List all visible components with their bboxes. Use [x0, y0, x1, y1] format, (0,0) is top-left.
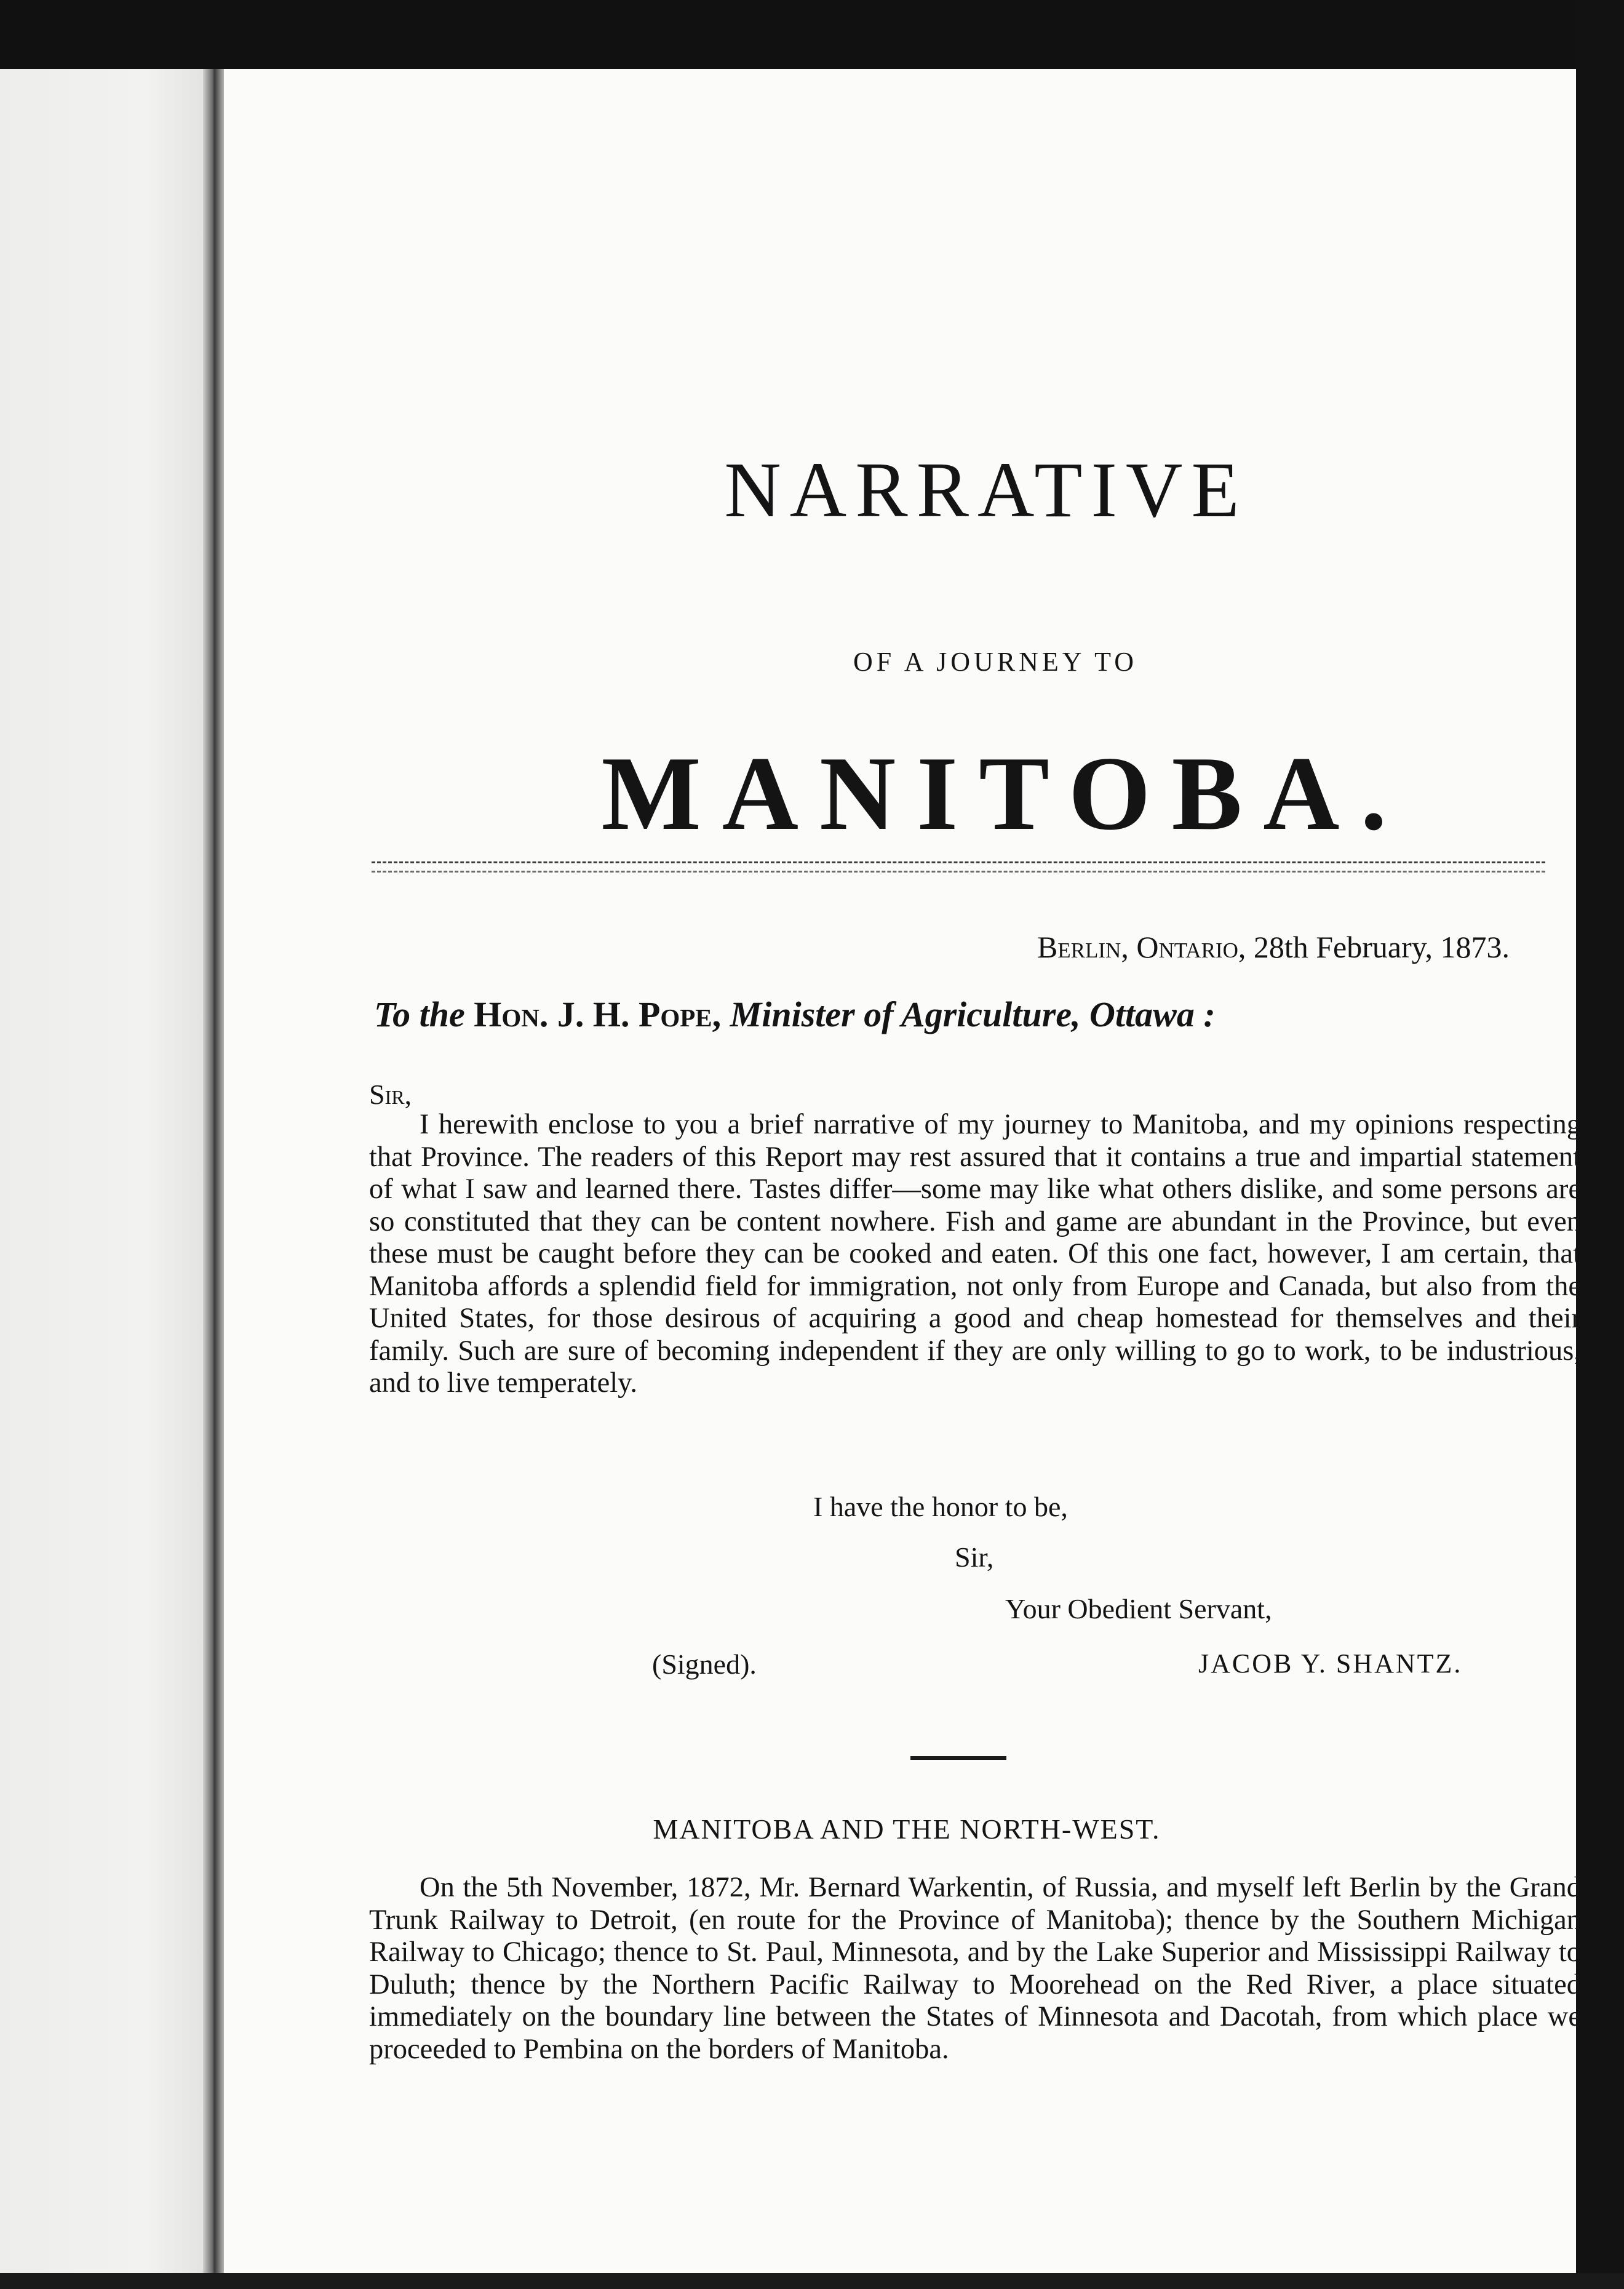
section-divider: [910, 1756, 1006, 1760]
salutation-office: Minister of Agriculture, Ottawa :: [730, 994, 1216, 1034]
section-body: On the 5th November, 1872, Mr. Bernard Warkentin, of Russia, and myself left Berlin by the Grand Trunk Railway to Detroit, (en route for the Province of Manitoba); thence by the Southern Michigan Railway to Chicago; thence to St. Paul, Minnesota, and by the Lake Superior and Mississippi Railway to Duluth; thence by the Northern Pacific Railway to Moorehead on the Red River, a place situated immediately on the boundary line between the States of Minnesota and Dacotah, from which place we proceeded to Pembina on the borders of Manitoba.: [369, 1872, 1581, 2065]
document-page: [224, 69, 1581, 2273]
salutation-name: Hon. J. H. Pope,: [474, 994, 722, 1034]
closing-sir: Sir,: [955, 1541, 994, 1573]
signature: JACOB Y. SHANTZ.: [1198, 1648, 1463, 1679]
signed-note: (Signed).: [652, 1648, 757, 1680]
closing-honor: I have the honor to be,: [813, 1491, 1068, 1522]
facing-page-edge: [0, 69, 209, 2273]
title-divider: [372, 861, 1545, 873]
section-heading: MANITOBA AND THE NORTH-WEST.: [653, 1813, 1161, 1845]
dateline-date: 28th February, 1873.: [1253, 930, 1510, 964]
scan-border-top: [0, 0, 1624, 69]
salutation-to: To the: [374, 994, 465, 1034]
scan-border-bottom: [0, 2273, 1624, 2289]
title-manitoba: MANITOBA.: [601, 735, 1408, 852]
title-narrative: NARRATIVE: [724, 446, 1248, 533]
letter-dateline: [1037, 932, 1510, 962]
letter-sir: Sir,: [369, 1079, 412, 1110]
letter-body: I herewith enclose to you a brief narrative of my journey to Manitoba, and my opinions respecting that Province. The readers of this Report may rest assured that it contains a true and impartial statement of what I saw and learned there. Tastes differ—some may like what others dislike, and some persons are so constituted that they can be content nowhere. Fish and game are abundant in the Province, but even these must be caught before they can be cooked and eaten. Of this one fact, however, I am certain, that Manitoba affords a splendid field for immigration, not only from Europe and Canada, but also from the United States, for those desirous of acquiring a good and cheap homestead for themselves and their family. Such are sure of becoming independent if they are only willing to go to work, to be industrious, and to live temperately.: [369, 1109, 1581, 1399]
title-subtitle: OF A JOURNEY TO: [853, 647, 1138, 677]
dateline-place: Berlin, Ontario,: [1037, 930, 1246, 964]
closing-servant: Your Obedient Servant,: [1005, 1593, 1272, 1624]
letter-salutation: [374, 994, 1216, 1034]
book-gutter: [203, 69, 224, 2273]
scan-border-right: [1576, 0, 1624, 2289]
